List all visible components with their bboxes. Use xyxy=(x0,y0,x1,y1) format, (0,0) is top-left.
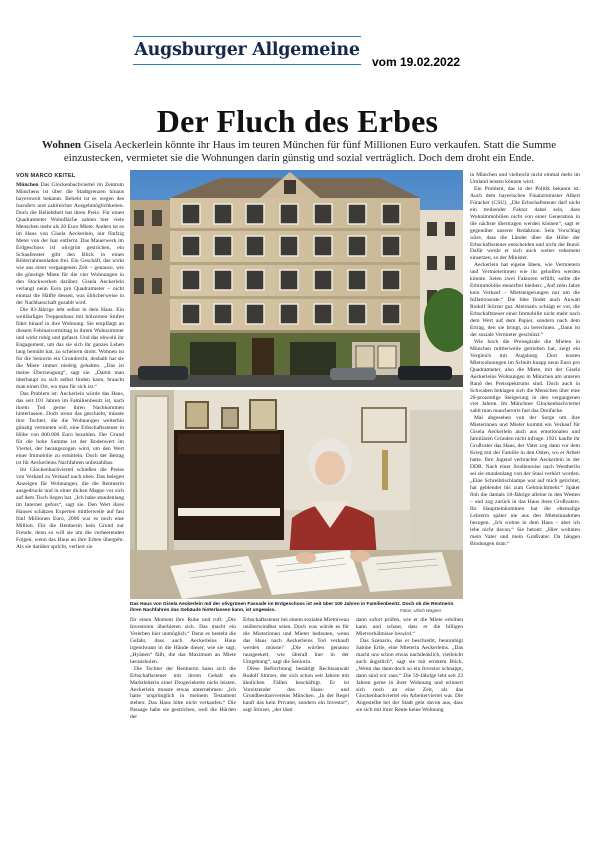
paragraph-text: Die Tochter der Rentnerin kann sich die Erbschaftssteuer mit ihrem Gehalt als Marktleiterin einer Drogeriekette nicht leisten. Aeckerlein musste etwas unternehmen: „Ich hatte ursprünglich in meinem Testament stehen: Das Haus bitte nicht verkaufen.“ Die Passage habe sie gestrichen, weil die Hürden der xyxy=(130,665,236,721)
article-paragraph xyxy=(470,262,580,338)
article-column-5 xyxy=(470,172,580,768)
article-paragraph xyxy=(470,415,580,547)
article-paragraph xyxy=(243,617,349,666)
paragraph-text: Diese Befürchtung bestätigt Rechtsanwalt Rudolf Stürzer, der sich schon seit Jahren mit ähnlichen Fällen beschäftigt. Er ist Vorsitzender des Haus- und Grundbesitzervereins München. „In der Regel kauft das kein Privater, sondern ein Investor“, sagt Stürzer, „der lässt xyxy=(243,665,349,714)
paragraph-text: Aeckerlein hat eigene Ideen, wie Vermietern und Vermieterinnen wie ihr geholfen werden könnte. Seien zwei Faktoren erfüllt, sollte die Erbimmobilie steuerfrei bleiben: „Auf zehn Jahre kein Verkauf – Mietsteigerungen nur um die Inflationsrate.“ Die Idee findet auch Anwalt Rudolf Stürzer gut. Alternativ schlägt er vor, die Erbschaftsteuer einer Immobilie nicht mehr nach dem Wert auf dem Papier, sondern nach dem Ertrag, den sie bringt, zu berechnen. „Dann ist der soziale Vermieter geschützt.“ xyxy=(470,262,580,338)
article-paragraph xyxy=(130,617,236,666)
article-paragraph xyxy=(16,182,124,307)
paragraph-text: Mal abgesehen von der Sorge um ihre Mieterinnen und Mieter kommt ein Verkauf für Gisela Aeckerlein auch aus emotionalen und familiären Gründen nicht infrage. 1921 kaufte ihr Großvater das Haus, der Vater zog dann vor dem Krieg mit der Familie in den Osten, wo er Arbeit hatte. Ihre Jugend verbrachte Aeckerlein in der DDR. Nach einer Studienreise nach Westberlin sei sie stundenlang von der Stasi verhört worden. „Eine Schreibtischlampe war auf mich gerichtet, hat geblendet bis zum Gehtnichtmehr.“ Später floh die damals 18-Jährige alleine in den Westen – und zog zurück in das Haus ihres Großvaters. Ihr Hauptteinkommen hat die ehemalige Lehrerin später nie aus den Mieteinnahmen bezogen. „Ich wohne in dem Haus – aber ich lebe nicht davon.“ Sie betont: „Hier wohnten mein Vater und mein Großvater. Da hängen Bindungen dran.“ xyxy=(470,415,580,547)
article-paragraph xyxy=(470,339,580,415)
article-paragraph xyxy=(16,467,124,550)
article-column-1 xyxy=(16,182,124,762)
paragraph-text: Das Problem ist: Aeckerlein würde das Haus, das seit 101 Jahren im Familienbesitz ist, nach ihrem Tod gerne ihren Nachkommen hinterlassen. Doch wenn das geschieht, müsste ihre Tochter, die die Wohnungen weiterhin günstig vermieten will, eine Erbschaftssteuer in Höhe von 800.000 Euro bezahlen. Der Grund für die hohe Summe ist der Bodenwert im Viertel, der herangezogen wird, um den Wert einer Immobilie zu ermitteln. Doch der Betrag ist für Aeckerleins Nachfahren unbezahlbar. xyxy=(16,390,124,467)
paragraph-text: Das Szenario, das er beschreibt, beunruhigt Sabine Ertle, eine Mieterin Aeckerleins. „Das macht uns schon etwas nachdenklich, vielleicht auch ängstlich“, sagt sie mit ernstem Blick. „Wenn das dann doch so ein Investor schnappt, dann sind wir raus.“ Die 59-Jährige lebt seit 23 Jahren gerne in ihrer Wohnung und erinnert sich noch an eine Zeit, als das Glockenbachviertel ein Arbeiterviertel war. Die Angestellte bei der Stadt geht davon aus, dass sie sich mit ihrer Rente keine Wohnung xyxy=(356,637,463,714)
paragraph-text: dann sofort prüfen, wie er die Miete erhöhen kann und schaut, dass er die billigen Mietverhältnisse loswird.“ xyxy=(356,617,463,637)
article-paragraph xyxy=(470,186,580,262)
masthead-title: Augsburger Allgemeine xyxy=(134,40,360,60)
article-paragraph xyxy=(16,307,124,390)
article-paragraph xyxy=(470,172,580,186)
article-teaser-text: Gisela Aeckerlein könnte ihr Haus im teuren München für fünf Millionen Euro verkaufen. Statt die Summe einzustecken, vermietet sie die Wohnungen darin günstig und sozial verträglich. Doch dem droht ein Ende. xyxy=(63,139,557,164)
paragraph-text: Ein Problem, das in der Politik bekannt ist. Auch dem bayerischen Finanzminister Albert Füracker (CSU). „Die Erbschaftsteuer darf nicht ein treibender Faktor dabei sein, dass Wohnimmobilien nicht von einer Generation in die nächste übertragen werden können“, sagt er gegenüber unserer Redaktion. Sein Vorschlag wäre, dass die Länder über die Höhe der Erbschaftssteuer entscheiden und nicht der Bund. Dafür werde er sich auch weiter vehement einsetzen, so der Minister. xyxy=(470,185,580,262)
article-headline: Der Fluch des Erbes xyxy=(156,103,439,139)
article-byline: VON MARCO KEITEL xyxy=(16,173,76,179)
paragraph-text: Erbschaftssteuer bei einem sozialen Mietniveau unüberwindbar seien. Doch was würde es für die Mieterinnen und Mieter bedeuten, wenn das Haus nach Aeckerleins Tod verkauft werden müsste? „Die würden genauso rausgeekelt, wie überall hier in der Umgebung“, sagt die Seniorin. xyxy=(243,617,349,665)
article-paragraph xyxy=(16,391,124,467)
article-column-3 xyxy=(243,617,349,767)
dateline: München xyxy=(16,182,41,188)
paragraph-text: Im Glockenbachviertel schießen die Preise von Verkauf zu Verkauf nach oben. Das belegen Anzeigen für Wohnungen, die die Rentnerin ausgedruckt und in einer dicken Mappe vor sich auf dem Tisch liegen hat. „Ich habe stundenlang im Internet gefors“, sagt sie. Den Wert ihres Hauses schätzen Experten mittlerweile auf fast fünf Millionen Euro, 2006 war es noch eine Million. Für die Rentnerin kein Grund zur Freude, denn so will sie um die verheerenden Folgen, wenn das Haus an ihre Erben übergeht. Als sie darüber spricht, verliert sie xyxy=(16,467,124,550)
photo-credit: Fotos: Ulrich Wagner xyxy=(400,608,442,613)
masthead-top-rule xyxy=(133,36,361,37)
portrait-photo xyxy=(130,390,463,599)
paragraph-text: Wie hoch die Preisspirale die Mieten in München mittlerweile getrieben hat, zeigt ein Vergleich mit Augsburg. Dort kosten Mietwohnungen im Schnitt knapp neun Euro pro Quadratmeter, also die Miete, mit der Gisela Aeckerleins Wohnungen in München am unteren Rand des Preisspektrums sind. Doch auch in Schwaben beklagen sich die Menschen über eine 20-prozentige Steigerung in den vergangenen vier Jahren. Im Münchner Glockenbachviertel zahlt man mancherorts fast das Dreifache. xyxy=(470,338,580,415)
photo-caption-text: Das Haus von Gisela Aeckerlein mit der olivgrünen Fassade im Erdgeschoss ist seit über 100 Jahren in Familienbesitz. Doch ob die Rentnerin ihren Nachfahren das Gebäude hinterlassen kann, ist ungewiss. xyxy=(130,602,454,614)
article-kicker: Wohnen xyxy=(41,139,82,151)
masthead-bottom-rule xyxy=(133,64,361,65)
paragraph-text: in München und vielleicht nicht einmal mehr im Umland leisten können wird. xyxy=(470,172,580,185)
article-column-4 xyxy=(356,617,463,767)
article-paragraph xyxy=(356,638,463,714)
article-paragraph xyxy=(243,666,349,715)
article-paragraph xyxy=(356,617,463,638)
article-teaser xyxy=(18,139,580,165)
paragraph-text: für einen Moment ihre Ruhe und ruft: „Die Investoren überbieten sich. Das macht ein Vererben hier unmöglich.“ Denn es besteht die Gefahr, dass auch Aeckerleins Haus irgendwann in die Hände dieser, wie sie sagt, „Hyänen“ fällt, die das Maximum an Miete herausholen. xyxy=(130,617,236,665)
article-column-2 xyxy=(130,617,236,767)
article-paragraph xyxy=(130,666,236,722)
paragraph-text: Die 83-Jährige lebt selbst in dem Haus. Ein weitläufiges Treppenhaus mit hölzernen Stufen führt hinauf in ihre Wohnung. Sie empfängt an diesem Februarvormittag in ihrem Wohnzimmer und wirkt ruhig und gefasst. Und das obwohl ihr Engagement, um das sie sich ihr ganzes Leben lang bemüht hat, zu scheitern droht. Wohnen ist für die Seniorin ein Grundrecht, deshalb hat sie die Miete immer niedrig gehalten. „Das ist meine Überzeugung“, sagt sie. „Damit man überhaupt zu sich selbst finden kann, braucht man einen Ort, wo man für sich ist.“ xyxy=(16,307,124,390)
house-facade-photo xyxy=(130,170,463,387)
paragraph-text: Das Glockenbachviertel im Zentrum Münchens ist über die Stadtgrenzen hinaus bayernweit bekannt. Beliebt ist es wegen des Isarufers und zahlreicher Ausgehmöglichkeiten. Doch die Beliebtheit hat ihren Preis: Für einen Quadratmeter Wohnfläche zahlen hier viele Menschen mehr als 20 Euro Miete. Anders ist es im Haus von Gisela Aeckerlein, nur fünfzig Meter von der Isar entfernt. Das Mauerwerk im Erdgeschoss ist olivgrün gestrichen, ein Schaufenster gibt den Blick in einen Bilderrahmenladen frei. Ein Geschäft, das wirkt wie aus einer vergangenen Zeit – genauso, wie die günstige Miete für die vier Wohnungen in den Stockwerken darüber. Gisela Aeckerlein verlangt neun Euro pro Quadratmeter – nicht einmal die Hälfte dessen, was üblicherweise in der Nachbarschaft gezahlt wird. xyxy=(16,182,124,307)
date-stamp: vom 19.02.2022 xyxy=(372,55,461,69)
